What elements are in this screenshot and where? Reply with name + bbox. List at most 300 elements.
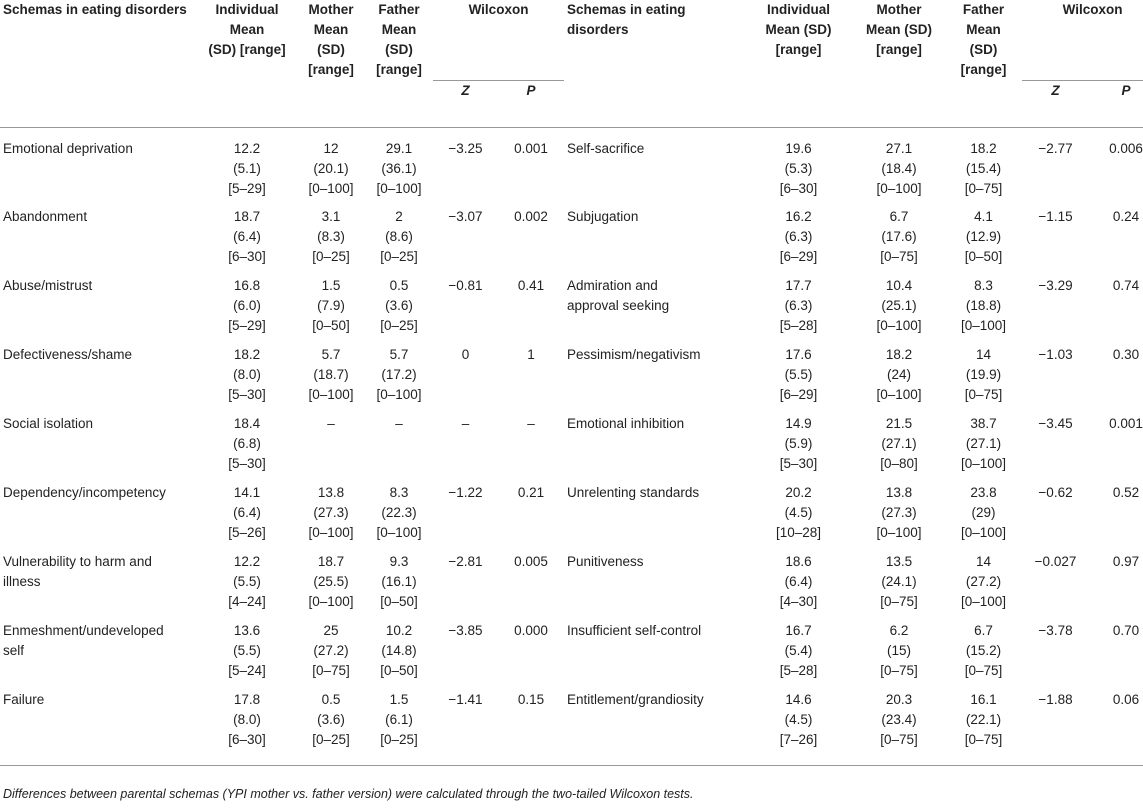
stat-line: [0–75] [964,387,1003,402]
stat-line: (15.4) [965,160,1002,176]
schema-name [564,414,744,483]
stat-line: (25.5) [313,574,349,589]
stat-line: 14 [976,554,992,569]
schema-name-line: Failure [3,692,45,707]
mother-cell [297,207,365,276]
stat-line: (25.1) [881,298,917,313]
stat-line: 10.2 [385,623,413,638]
stat-line: [0–100] [376,525,422,540]
stat-line: (24.1) [881,574,917,589]
mother-cell [853,690,945,765]
schema-name [0,276,197,345]
schema-name-line: Enmeshment/undeveloped [3,623,164,638]
stat-line: [5–30] [779,456,818,471]
p-value: 0.41 [517,278,545,293]
stat-line: 0.5 [321,692,341,707]
stat-line: – [327,416,335,431]
stat-line: [0–100] [376,180,422,196]
z-value: −0.027 [1034,554,1077,569]
stat-line: [0–100] [960,525,1007,540]
schema-name-line: Vulnerability to harm and [3,554,152,569]
p-value: 0.005 [514,554,548,569]
father-cell [945,414,1022,483]
table-row [0,621,1143,690]
individual-cell [197,552,297,621]
stat-line: (6.0) [233,298,261,313]
stat-line: [0–100] [876,387,922,402]
stat-line: [10–28] [775,525,822,540]
stat-line: [0–75] [880,663,918,678]
schema-name [0,621,197,690]
individual-cell [744,621,853,690]
stat-line: [5–29] [228,180,266,196]
stat-line: [0–50] [380,594,418,609]
table-row [0,690,1143,765]
stat-line: (3.6) [385,298,413,313]
header-wilcoxon-right: Wilcoxon [1022,0,1143,80]
stat-line: (5.3) [784,160,813,176]
individual-cell [744,127,853,207]
individual-cell [197,621,297,690]
stat-line: 3.1 [321,209,341,224]
father-cell [365,414,433,483]
father-cell [365,552,433,621]
schema-name [0,690,197,765]
stat-line: [0–25] [380,249,418,264]
stat-line: (6.3) [784,298,813,313]
stat-line: [0–75] [880,594,918,609]
stat-line: [0–50] [380,663,418,678]
stat-line: 0.5 [389,278,409,293]
subheader-blank-7 [853,80,945,127]
stat-line: [0–75] [964,732,1003,747]
stat-line: – [395,416,403,431]
stat-line: (17.6) [881,229,917,244]
schema-name-line: Dependency/incompetency [3,485,166,500]
stat-line: 6.7 [889,209,909,224]
stat-line: (6.4) [784,574,813,589]
mother-cell [297,690,365,765]
stat-line: [0–75] [964,180,1003,196]
mother-cell [297,127,365,207]
stat-line: [5–26] [228,525,266,540]
schema-name [564,345,744,414]
stat-line: (4.5) [784,505,813,520]
schema-name-line: self [3,643,25,658]
father-cell [365,276,433,345]
mother-cell [297,483,365,552]
mother-cell [853,207,945,276]
stat-line: [5–28] [779,318,818,333]
stat-line: (6.8) [233,436,261,451]
father-cell [945,345,1022,414]
subheader-blank-4 [365,80,433,127]
z-value: −0.81 [448,278,483,293]
table-footnote: Differences between parental schemas (YPI mother vs. father version) were calculated through the two-tailed Wilcoxon tests. [3,787,694,801]
individual-cell [744,276,853,345]
stat-line: (5.5) [233,574,261,589]
stat-line: 18.2 [233,347,261,362]
individual-cell [197,276,297,345]
stat-line: (5.5) [233,643,261,658]
z-value: – [461,416,470,431]
stat-line: (6.4) [233,229,261,244]
schema-name-line: Insufficient self-control [567,623,702,638]
header-individual-right: Individual Mean (SD) [range] [765,2,832,57]
stat-line: 6.7 [974,623,993,638]
stat-line: (23.4) [881,712,917,727]
header-z-right: Z [1051,82,1060,98]
stat-line: [0–75] [880,732,918,747]
stat-line: [6–30] [228,732,266,747]
stat-line: (24) [887,367,912,382]
mother-cell [853,414,945,483]
stat-line: [5–29] [228,318,266,333]
stat-line: [0–75] [880,249,918,264]
z-value: −3.25 [448,140,483,156]
stat-line: [0–25] [312,732,350,747]
schema-name [0,127,197,207]
schema-name [0,345,197,414]
father-cell [365,207,433,276]
table-row [0,483,1143,552]
header-mother-right: Mother Mean (SD) [range] [866,2,933,57]
stat-line: (7.9) [317,298,345,313]
schema-name-line: Social isolation [3,416,94,431]
stat-line: (27.1) [881,436,917,451]
subheader-blank-2 [197,80,297,127]
stat-line: 16.7 [785,623,812,638]
stat-line: 19.6 [785,140,812,156]
stat-line: (5.5) [784,367,813,382]
stat-line: 20.3 [885,692,913,707]
schema-name [564,483,744,552]
stat-line: (8.0) [233,367,261,382]
stat-line: 17.6 [785,347,812,362]
z-value: −1.88 [1038,692,1073,707]
stat-line: 6.2 [889,623,909,638]
mother-cell [853,483,945,552]
stat-line: 18.2 [885,347,913,362]
z-value: −1.22 [448,485,483,500]
stat-line: 2 [395,209,403,224]
stat-line: 21.5 [885,416,913,431]
header-father: Father Mean (SD) [range] [376,2,422,77]
stat-line: (12.9) [965,229,1002,244]
stat-line: 18.2 [970,140,997,156]
stat-line: (27.3) [881,505,917,520]
stat-line: [6–29] [779,387,818,402]
schema-name [564,207,744,276]
stat-line: 23.8 [970,485,997,500]
stat-line: 12.2 [233,140,261,156]
schema-name-line: Unrelenting standards [567,485,700,500]
z-value: −3.78 [1038,623,1073,638]
stat-line: (15.2) [965,643,1002,658]
father-cell [945,621,1022,690]
mother-cell [297,276,365,345]
stat-line: 38.7 [970,416,997,431]
stat-line: (27.2) [313,643,349,658]
stat-line: [0–100] [960,594,1007,609]
stat-line: 13.6 [233,623,261,638]
stat-line: [0–100] [308,525,354,540]
stat-line: (5.4) [784,643,813,658]
individual-cell [744,552,853,621]
mother-cell [853,276,945,345]
p-value: 0.06 [1112,692,1140,707]
z-value: −2.77 [1038,140,1073,156]
z-value: −0.62 [1038,485,1073,500]
z-value: −3.45 [1038,416,1073,431]
stat-line: [0–25] [312,249,350,264]
z-value: −3.07 [448,209,483,224]
header-z: Z [461,82,470,98]
schema-name-line: Emotional deprivation [3,140,133,156]
stat-line: 27.1 [885,140,913,156]
z-value: −3.29 [1038,278,1073,293]
table-row [0,127,1143,207]
father-cell [945,552,1022,621]
p-value: 0.15 [517,692,545,707]
stat-line: [0–100] [960,318,1007,333]
table-row [0,345,1143,414]
stat-line: (6.4) [233,505,261,520]
stat-line: [0–50] [964,249,1003,264]
z-value: −2.81 [448,554,483,569]
individual-cell [744,690,853,765]
mother-cell [297,621,365,690]
z-value: −1.15 [1038,209,1073,224]
stat-line: 14 [976,347,992,362]
individual-cell [197,414,297,483]
stat-line: 16.2 [785,209,812,224]
individual-cell [744,345,853,414]
schema-name [564,552,744,621]
stat-line: (15) [887,643,912,658]
stat-line: (36.1) [381,160,417,176]
subheader-blank-8 [945,80,1022,127]
stat-line: (6.1) [385,712,413,727]
stat-line: 1.5 [389,692,409,707]
stat-line: (17.2) [381,367,417,382]
stat-line: (29) [971,505,996,520]
individual-cell [197,690,297,765]
mother-cell [297,345,365,414]
schema-name-line: Defectiveness/shame [3,347,133,362]
stat-line: 18.4 [233,416,261,431]
p-value: 0.001 [514,140,548,156]
table-row [0,552,1143,621]
stat-line: 13.8 [885,485,913,500]
father-cell [365,483,433,552]
stat-line: (14.8) [381,643,417,658]
table-row [0,276,1143,345]
stat-line: [4–24] [228,594,266,609]
stat-line: (27.1) [965,436,1002,451]
p-value: 0.70 [1112,623,1140,638]
stat-line: 1.5 [321,278,341,293]
father-cell [945,276,1022,345]
p-value: – [527,416,535,431]
stat-line: [0–100] [876,318,922,333]
stat-line: [0–100] [308,180,354,196]
header-schemas-right: Schemas in eating disorders [567,2,686,37]
subheader-row [0,80,1143,127]
stat-line: 13.8 [317,485,345,500]
mother-cell [853,552,945,621]
p-value: 0.74 [1112,278,1140,293]
stat-line: (18.7) [313,367,349,382]
father-cell [365,345,433,414]
stat-line: 8.3 [389,485,409,500]
schema-name-line: Emotional inhibition [567,416,685,431]
stat-line: 10.4 [885,278,913,293]
p-value: 0.000 [514,623,548,638]
stat-line: 14.6 [785,692,812,707]
stat-line: (8.6) [385,229,413,244]
header-father-right: Father Mean (SD) [range] [960,2,1007,77]
father-cell [945,483,1022,552]
header-individual: Individual Mean (SD) [range] [208,2,286,57]
schema-name-line: illness [3,574,41,589]
subheader-blank-5 [564,80,744,127]
stat-line: 5.7 [389,347,409,362]
stat-line: [5–30] [228,387,266,402]
stat-line: 8.3 [974,278,993,293]
z-value: −3.85 [448,623,483,638]
p-value: 0.97 [1112,554,1140,569]
subheader-blank-1 [0,80,197,127]
header-wilcoxon: Wilcoxon [433,0,564,80]
table-row [0,207,1143,276]
stat-line: [5–30] [228,456,266,471]
z-value: −1.41 [448,692,483,707]
p-value: 0.006 [1109,140,1143,156]
stat-line: (27.3) [313,505,349,520]
stat-line: [6–30] [228,249,266,264]
stat-line: [0–100] [876,525,922,540]
header-schemas: Schemas in eating disorders [3,2,187,17]
father-cell [945,690,1022,765]
stat-line: 13.5 [885,554,913,569]
stat-line: (19.9) [965,367,1002,382]
schema-name [564,127,744,207]
schema-name-line: Entitlement/grandiosity [567,692,704,707]
stat-line: 9.3 [389,554,409,569]
stat-line: 25 [323,623,339,638]
stat-line: [5–28] [779,663,818,678]
father-cell [365,621,433,690]
table-row [0,414,1143,483]
subheader-blank-6 [744,80,853,127]
schema-name-line: Punitiveness [567,554,644,569]
father-cell [945,207,1022,276]
stat-line: [6–30] [779,180,818,196]
stat-line: 18.6 [785,554,812,569]
stat-line: [0–75] [312,663,350,678]
stat-line: (22.3) [381,505,417,520]
stat-line: 16.8 [233,278,261,293]
stat-line: [0–75] [964,663,1003,678]
mother-cell [853,345,945,414]
stat-line: (8.3) [317,229,345,244]
schema-name [0,207,197,276]
stat-line: [0–100] [308,387,354,402]
schema-name [564,690,744,765]
stat-line: 17.7 [785,278,812,293]
stat-line: 18.7 [317,554,345,569]
schema-name [564,621,744,690]
stat-line: (20.1) [313,160,349,176]
stat-line: 14.9 [785,416,812,431]
p-value: 0.001 [1109,416,1143,431]
schema-name [0,483,197,552]
stat-line: 16.1 [970,692,997,707]
p-value: 1 [527,347,535,362]
stat-line: 12 [323,140,339,156]
stat-line: [0–100] [876,180,922,196]
stat-line: 29.1 [385,140,413,156]
mother-cell [297,414,365,483]
stat-line: [0–80] [880,456,918,471]
schema-name-line: Abuse/mistrust [3,278,93,293]
stat-line: 20.2 [785,485,812,500]
stat-line: (27.2) [965,574,1002,589]
z-value: −1.03 [1038,347,1073,362]
stat-line: [0–50] [312,318,350,333]
header-p-right: P [1121,82,1131,98]
z-value: 0 [461,347,470,362]
stat-line: [0–100] [376,387,422,402]
stat-line: (16.1) [381,574,417,589]
father-cell [365,690,433,765]
stat-line: (5.9) [784,436,813,451]
individual-cell [197,483,297,552]
individual-cell [744,207,853,276]
stat-line: [0–25] [380,732,418,747]
p-value: 0.52 [1112,485,1140,500]
stat-line: (6.3) [784,229,813,244]
stat-line: [7–26] [779,732,818,747]
stat-line: (18.4) [881,160,917,176]
stat-line: (4.5) [784,712,813,727]
individual-cell [197,127,297,207]
stat-line: 17.8 [233,692,261,707]
header-row [0,0,1143,80]
stat-line: 5.7 [321,347,341,362]
stat-line: (3.6) [317,712,345,727]
header-p: P [526,82,536,98]
schema-name [0,552,197,621]
schema-name-line: approval seeking [567,298,670,313]
stat-line: 12.2 [233,554,261,569]
mother-cell [297,552,365,621]
schema-name-line: Subjugation [567,209,639,224]
stat-line: (22.1) [965,712,1002,727]
stat-line: 14.1 [233,485,261,500]
stat-line: [0–100] [960,456,1007,471]
stat-line: [0–25] [380,318,418,333]
stat-line: 18.7 [233,209,261,224]
schema-name-line: Self-sacrifice [567,140,645,156]
father-cell [365,127,433,207]
subheader-blank-3 [297,80,365,127]
mother-cell [853,621,945,690]
mother-cell [853,127,945,207]
stat-line: [4–30] [779,594,818,609]
schema-name-line: Admiration and [567,278,658,293]
